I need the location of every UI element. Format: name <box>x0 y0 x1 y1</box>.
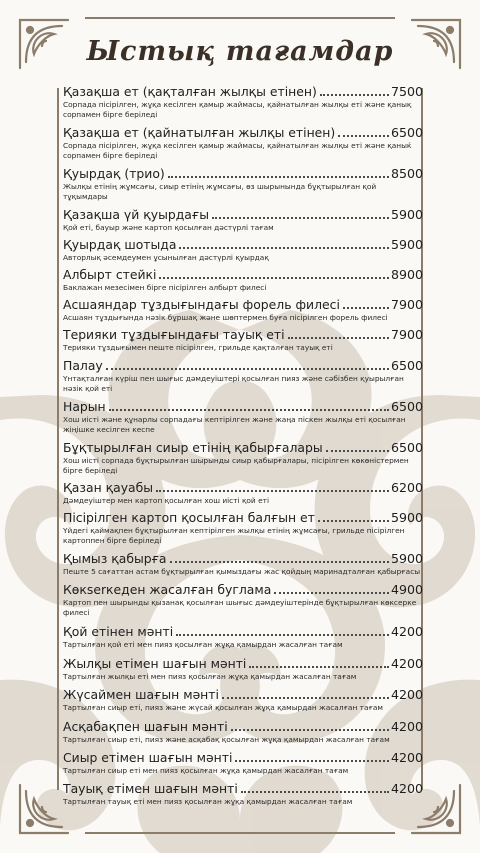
menu-item-row <box>63 236 423 253</box>
dish-description: Жылқы етінің жұмсағы, сиыр етінің жұмсағы, өз шырынында бұқтырылған қой тұқымдары <box>63 182 377 201</box>
menu-item-row <box>63 398 423 415</box>
menu-item <box>63 124 423 161</box>
dish-price: 6500 <box>390 440 423 455</box>
menu-item-row <box>63 718 423 735</box>
menu-item <box>63 357 423 394</box>
dish-price: 6500 <box>390 125 423 140</box>
dish-name: Қазақша үй қуырдағы <box>63 207 209 222</box>
dish-price: 4200 <box>390 719 423 734</box>
menu-item-row <box>63 550 423 567</box>
menu-item-row <box>63 780 423 797</box>
menu-item-row <box>63 206 423 223</box>
dish-description: Қой еті, бауыр және картоп қосылған дәстүрлі тағам <box>63 223 274 232</box>
menu-item <box>63 236 423 263</box>
dish-description: Тартылған сиыр еті, пияз және асқабақ қосылған жұқа қамырдан жасалған тағам <box>63 735 390 744</box>
dish-price: 4200 <box>390 687 423 702</box>
dot-leader <box>326 450 389 452</box>
dish-price: 4200 <box>390 781 423 796</box>
menu-item <box>63 780 423 807</box>
dish-name: Терияки тұздығындағы тауық еті <box>63 327 285 342</box>
dish-description: Тартылған қой еті мен пияз қосылған жұқа қамырдан жасалған тағам <box>63 640 343 649</box>
menu-item-row <box>63 686 423 703</box>
dot-leader <box>159 277 388 279</box>
menu-item <box>63 439 423 476</box>
menu-item-row <box>63 165 423 182</box>
dot-leader <box>338 135 389 137</box>
menu-item <box>63 686 423 713</box>
dot-leader <box>231 729 389 731</box>
frame-top-line <box>85 17 395 19</box>
dish-price: 5900 <box>390 207 423 222</box>
dish-name: Жүсаймен шағын мәнті <box>63 687 219 702</box>
dot-leader <box>222 697 389 699</box>
dot-leader <box>212 217 389 219</box>
menu-item <box>63 509 423 546</box>
dish-price: 4900 <box>390 582 423 597</box>
dish-description: Хош иісті және құнарлы сорпадағы кептірілген және жаңа піскен жылқы еті қосылған жіңішке кесілген кеспе <box>63 415 406 434</box>
dish-name: Қымыз қабырға <box>63 551 167 566</box>
dot-leader <box>179 247 388 249</box>
dot-leader <box>274 592 389 594</box>
dish-description: Сорпада пісірілген, жұқа кесілген қамыр жаймасы, қайнатылған жылқы еті және қанық сорпамен бірге беріледі <box>63 100 412 119</box>
dish-name: Палау <box>63 358 103 373</box>
menu-item-row <box>63 623 423 640</box>
dish-name: Албырт стейкі <box>63 267 157 282</box>
menu-item <box>63 550 423 577</box>
dish-description: Дәмдеуіштер мен картоп қосылған хош иісті қой еті <box>63 496 269 505</box>
dish-description: Үйдегі қаймақпен бұқтырылған кептірілген жылқы етінің жұмсағы, грильде пісірілген картоппен бірге беріледі <box>63 526 405 545</box>
menu-item <box>63 623 423 650</box>
dish-description: Картоп пен шырынды қызанақ қосылған шығыс дәмдеуіштерінде бұқтырылған көксерке филесі <box>63 598 417 617</box>
dish-price: 6200 <box>390 480 423 495</box>
dish-description: Асшаян тұздығында нәзік бұршақ және шөптермен буға пісірілген форель филесі <box>63 313 388 322</box>
dish-price: 6500 <box>390 399 423 414</box>
dish-price: 7900 <box>390 297 423 312</box>
dish-description: Пеште 5 сағаттан астам бұқтырылған қымыздағы жас қойдың маринадталған қабырғасы <box>63 567 421 576</box>
menu-item-row <box>63 509 423 526</box>
dot-leader <box>241 791 389 793</box>
dish-price: 7900 <box>390 327 423 342</box>
dish-name: Асшаяндар тұздығындағы форель филесі <box>63 297 340 312</box>
menu-item <box>63 749 423 776</box>
menu-item <box>63 326 423 353</box>
menu-item <box>63 479 423 506</box>
dish-name: Қазақша ет (қақталған жылқы етінен) <box>63 84 317 99</box>
frame-left-line <box>57 88 59 790</box>
menu-item-row <box>63 581 423 598</box>
menu-item <box>63 296 423 323</box>
dish-name: Тауық етімен шағын мәнті <box>63 781 238 796</box>
dish-description: Терияки тұздығымен пеште пісірілген, грильде қақталған тауық еті <box>63 343 333 352</box>
menu-item-row <box>63 749 423 766</box>
menu-item <box>63 718 423 745</box>
dish-price: 8500 <box>390 166 423 181</box>
dish-name: Қазан қауабы <box>63 480 154 495</box>
dish-price: 7500 <box>390 84 423 99</box>
menu-item-row <box>63 357 423 374</box>
menu-item-row <box>63 326 423 343</box>
dot-leader <box>176 634 389 636</box>
dish-price: 6500 <box>390 358 423 373</box>
dish-description: Хош иісті сорпада бұқтырылған шырынды сиыр қабырғалары, пісірілген көкөністермен бірге беріледі <box>63 456 409 475</box>
dish-name: Қуырдақ шотыда <box>63 237 177 252</box>
dot-leader <box>235 760 389 762</box>
dish-name: Жылқы етімен шағын мәнті <box>63 656 247 671</box>
dish-name: Асқабақпен шағын мәнті <box>63 719 228 734</box>
dot-leader <box>318 520 389 522</box>
dish-description: Баклажан мезесімен бірге пісірілген албырт филесі <box>63 283 267 292</box>
dish-price: 4200 <box>390 750 423 765</box>
dish-name: Қуырдақ (трио) <box>63 166 165 181</box>
menu-list <box>63 83 423 807</box>
dish-name: Нарын <box>63 399 106 414</box>
dish-name: Қой етінен мәнті <box>63 624 174 639</box>
dot-leader <box>106 368 389 370</box>
dish-price: 8900 <box>390 267 423 282</box>
menu-item <box>63 581 423 618</box>
dish-price: 5900 <box>390 237 423 252</box>
dot-leader <box>170 561 389 563</box>
dot-leader <box>288 337 389 339</box>
dish-description: Үнтақталған күріш пен шығыс дәмдеуіштері қосылған пияз және сәбізбен қуырылған нәзік қой еті <box>63 374 404 393</box>
menu-title: Ыстық тағамдар <box>86 36 394 67</box>
menu-item <box>63 83 423 120</box>
dish-price: 5900 <box>390 551 423 566</box>
menu-item <box>63 398 423 435</box>
frame-bottom-line <box>85 832 395 834</box>
menu-item-row <box>63 479 423 496</box>
dish-description: Авторлық әсемдеумен ұсынылған дәстүрлі қуырдақ <box>63 253 269 262</box>
dot-leader <box>320 94 389 96</box>
dish-price: 4200 <box>390 656 423 671</box>
dot-leader <box>168 176 389 178</box>
dot-leader <box>343 307 389 309</box>
menu-item <box>63 655 423 682</box>
dish-description: Сорпада пісірілген, жұқа кесілген қамыр жаймасы, қайнатылған жылқы еті және қаныќ сорпамен бірге беріледі <box>63 141 412 160</box>
dish-name: Бұқтырылған сиыр етінің қабырғалары <box>63 440 323 455</box>
menu-item <box>63 206 423 233</box>
menu-item-row <box>63 296 423 313</box>
dot-leader <box>156 490 389 492</box>
menu-item-row <box>63 655 423 672</box>
dish-description: Тартылған сиыр еті, пияз және жүсай қосылған жұқа қамырдан жасалған тағам <box>63 703 383 712</box>
dish-price: 5900 <box>390 510 423 525</box>
dish-description: Тартылған тауық еті мен пияз қосылған жұқа қамырдан жасалған тағам <box>63 797 353 806</box>
dot-leader <box>249 666 389 668</box>
menu-item <box>63 266 423 293</box>
dish-name: Қазақша ет (қайнатылған жылқы етінен) <box>63 125 336 140</box>
dish-name: Пісірілген картоп қосылған балғын ет <box>63 510 315 525</box>
menu-item <box>63 165 423 202</box>
dot-leader <box>109 409 389 411</box>
menu-item-row <box>63 439 423 456</box>
dish-description: Тартылған жылқы еті мен пияз қосылған жұқа қамырдан жасалған тағам <box>63 672 357 681</box>
menu-item-row <box>63 83 423 100</box>
dish-name: Сиыр етімен шағын мәнті <box>63 750 233 765</box>
dish-description: Тартылған сиыр еті мен пияз қосылған жұқа қамырдан жасалған тағам <box>63 766 349 775</box>
dish-price: 4200 <box>390 624 423 639</box>
menu-item-row <box>63 124 423 141</box>
menu-item-row <box>63 266 423 283</box>
dish-name: Көкserкеден жасалған буглама <box>63 582 272 597</box>
